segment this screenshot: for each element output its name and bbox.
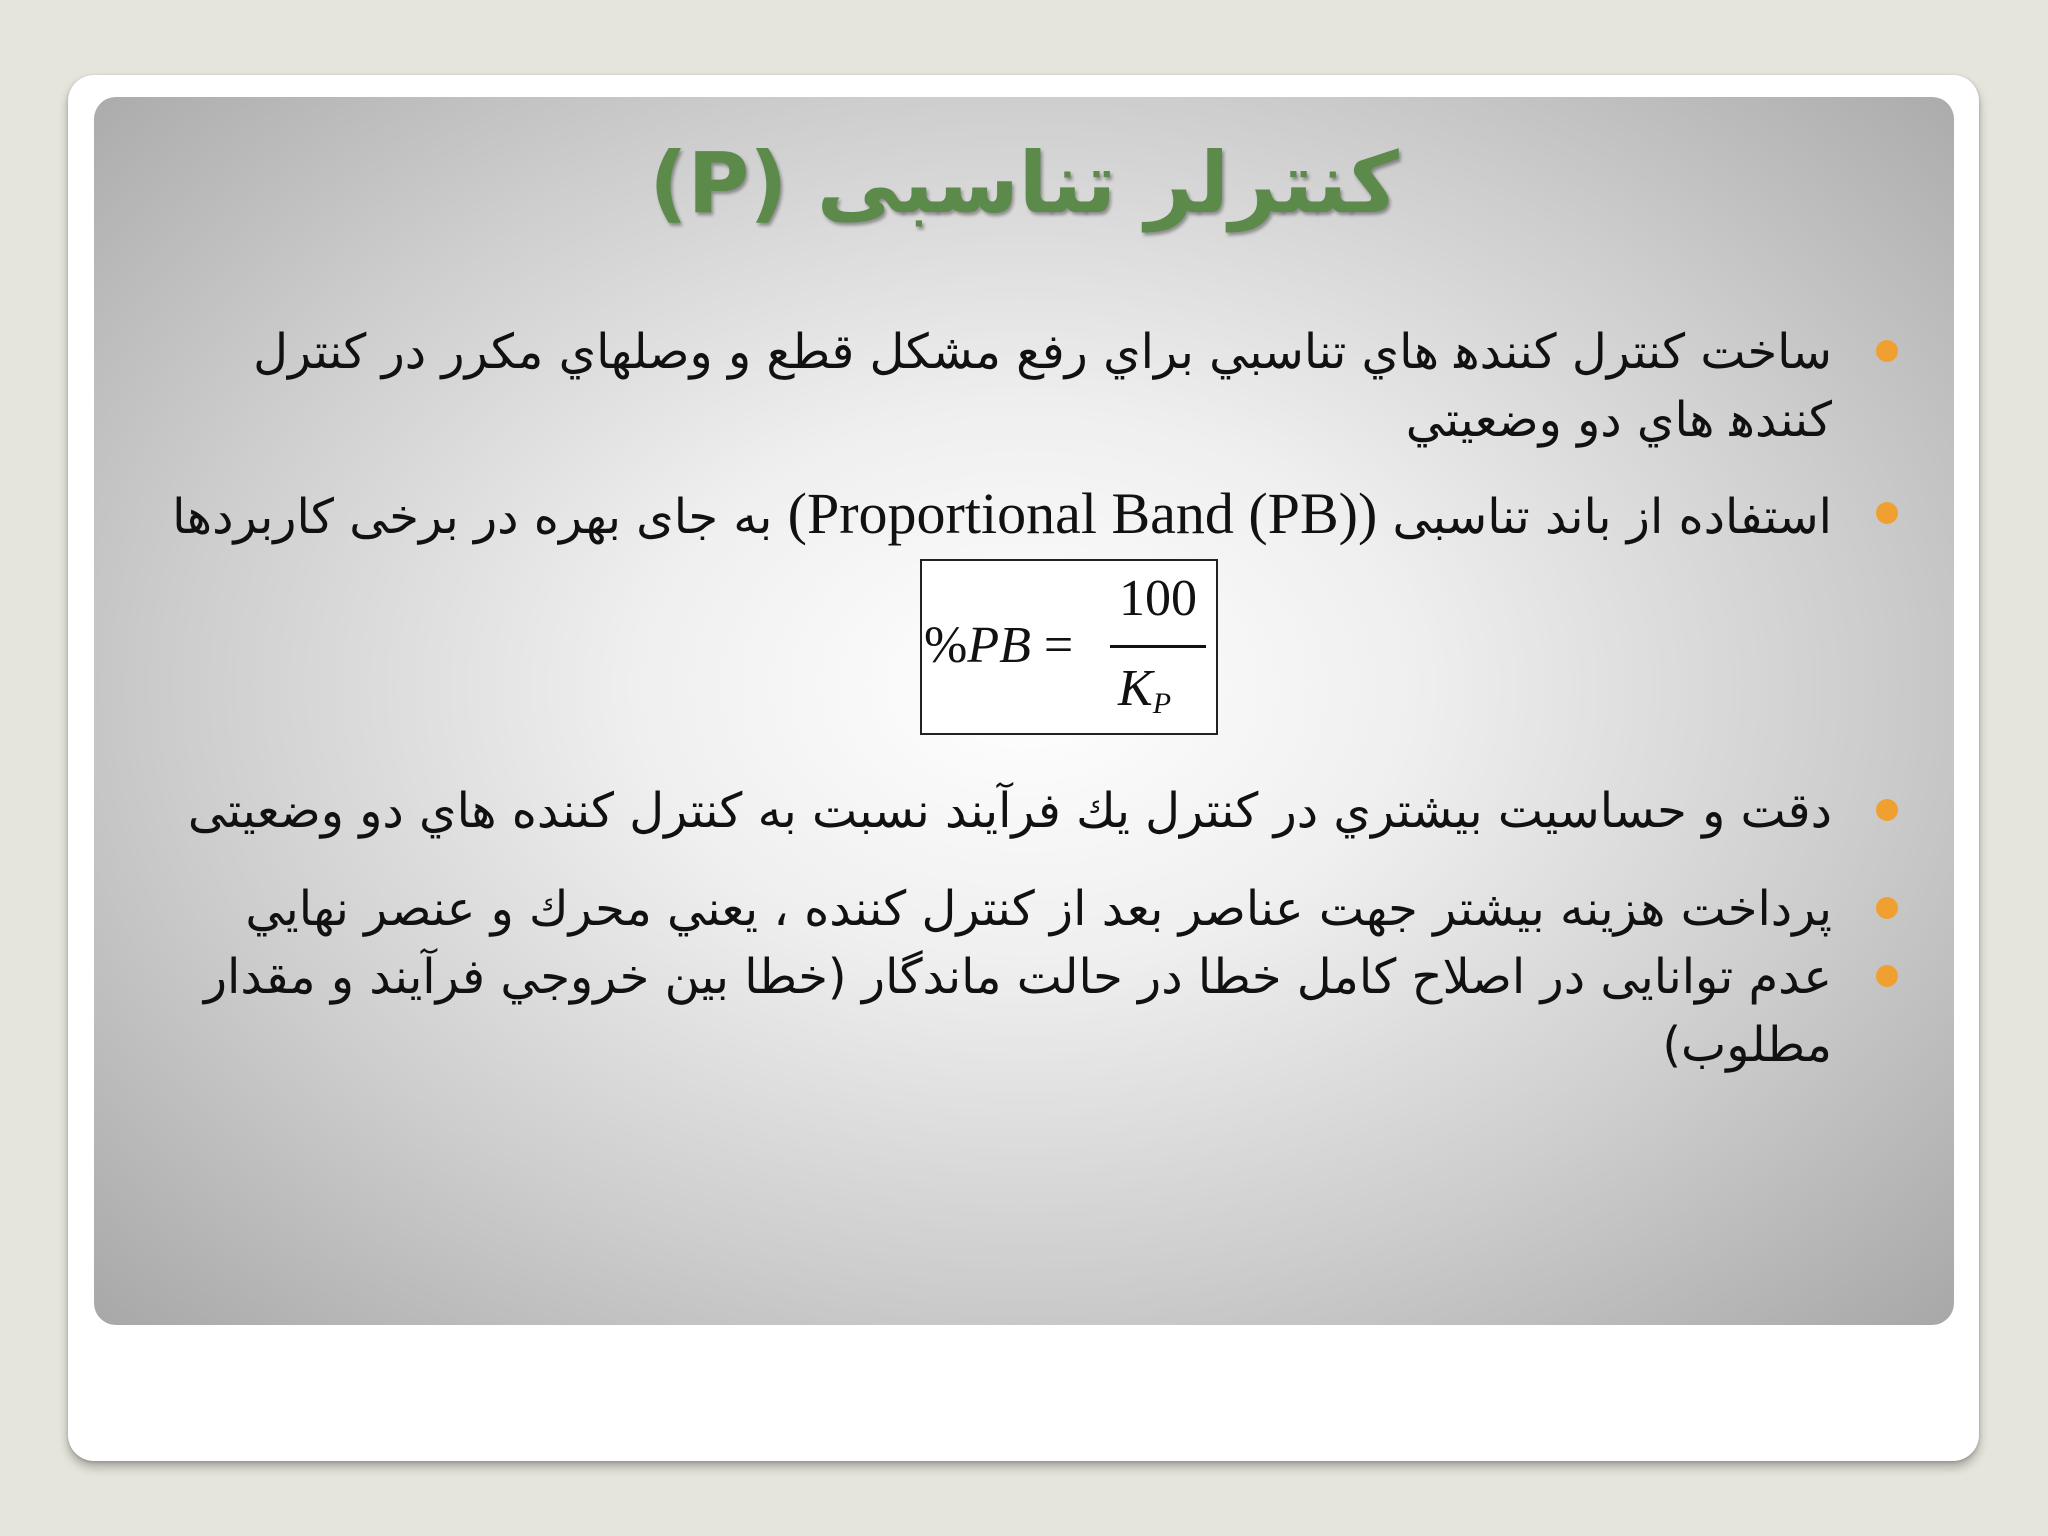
formula-row xyxy=(150,559,1898,743)
slide-title: کنترلر تناسبی (P) xyxy=(649,134,1399,232)
formula-pb-symbol: PB xyxy=(967,617,1031,674)
bullet-list xyxy=(150,318,1898,1079)
formula-k-symbol: K xyxy=(1118,660,1153,717)
bullet-item xyxy=(150,943,1898,1079)
bullet-text: ساخت کنترل کنندﻫ هاي تناسبي براي رفع مشکل قطع و وصلهاي مکرر در کنترل کنندﻫ هاي دو وضعيتي xyxy=(253,324,1832,448)
formula-numerator: 100 xyxy=(1119,570,1197,627)
bullet-marker-icon xyxy=(1876,965,1898,987)
formula-subscript: P xyxy=(1152,687,1172,720)
bullet-item xyxy=(150,875,1898,943)
bullet-marker-icon xyxy=(1876,897,1898,919)
bullet-text: عدم توانايی در اصلاح کامل خطا در حالت ماندگار (خطا بين خروجي فرآيند و مقدار مطلوب) xyxy=(203,949,1832,1073)
proportional-band-term: (Proportional Band (PB)) xyxy=(787,481,1378,546)
formula-lhs xyxy=(924,611,1073,681)
bullet-marker-icon xyxy=(1876,799,1898,821)
bullet-item xyxy=(150,480,1898,551)
bullet-text-part: به جای بهره در برخی کاربردها xyxy=(172,489,788,545)
formula-denominator xyxy=(1118,657,1171,736)
formula-percent: % xyxy=(924,617,968,674)
formula-fraction-bar xyxy=(1110,645,1206,648)
bullet-text: دقت و حساسيت بيشتري در کنترل يك فرآيند نسبت به کنترل کننده هاي دو وضعيتی xyxy=(187,783,1832,839)
formula-equals: = xyxy=(1043,617,1074,674)
bullet-item xyxy=(150,777,1898,845)
bullet-marker-icon xyxy=(1876,340,1898,362)
bullet-text: پرداخت هزينه بيشتر جهت عناصر بعد از کنترل کننده ، يعني محرك و عنصر نهايي xyxy=(245,881,1832,937)
bullet-item xyxy=(150,318,1898,454)
bullet-text-part: استفاده از باند تناسبی xyxy=(1377,489,1832,545)
bullet-marker-icon xyxy=(1876,502,1898,524)
pb-formula xyxy=(920,559,1218,735)
